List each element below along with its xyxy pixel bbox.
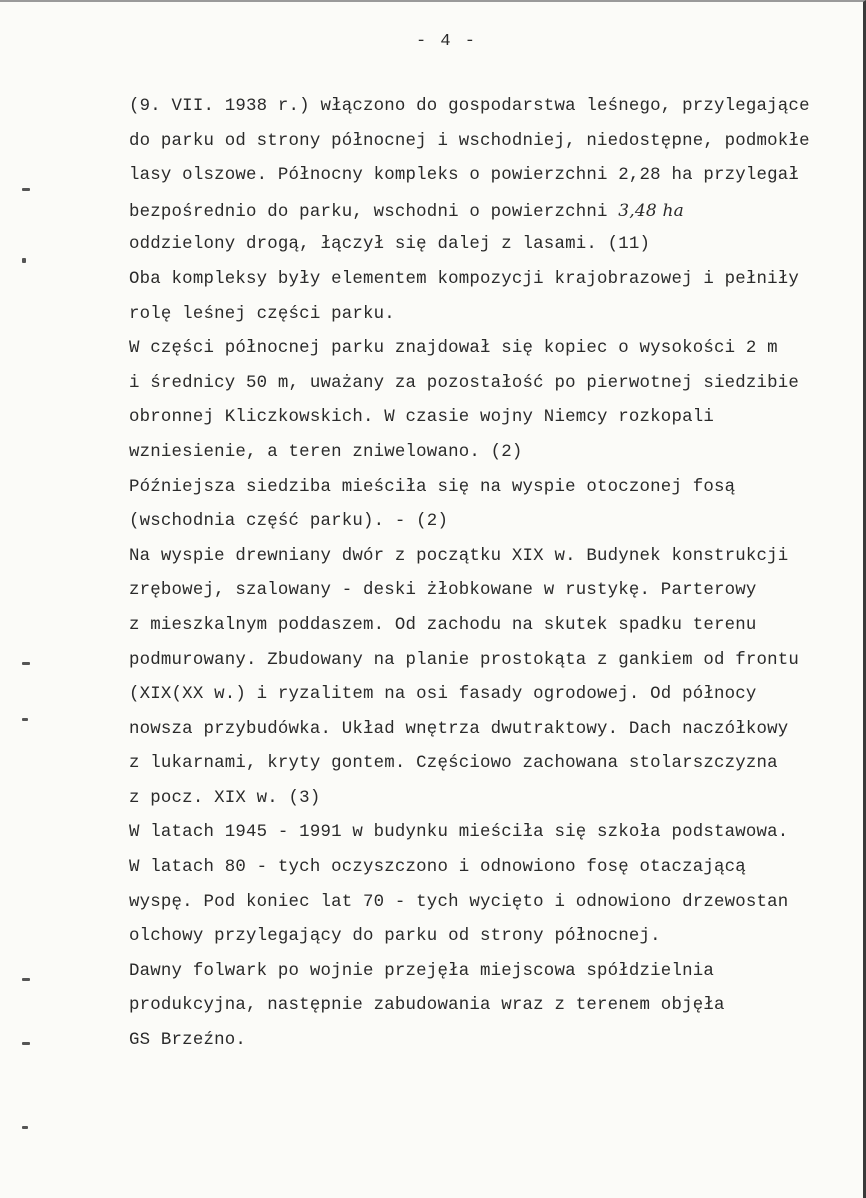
text-line-26: Dawny folwark po wojnie przejęła miejscowa spółdzielnia: [129, 961, 714, 981]
text-line-8: W części północnej parku znajdował się kopiec o wysokości 2 m: [129, 339, 778, 359]
text-line-25: olchowy przylegający do parku od strony północnej.: [129, 927, 661, 947]
text-line-11: wzniesienie, a teren zniwelowano. (2): [129, 442, 523, 462]
text-line-4: [129, 194, 819, 229]
text-line-27: produkcyjna, następnie zabudowania wraz z terenem objęła: [129, 996, 725, 1016]
text-line-5: oddzielony drogą, łączył się dalej z lasami. (11): [129, 235, 651, 255]
text-line-1: (9. VII. 1938 r.) włączono do gospodarstwa leśnego, przylegające: [129, 97, 810, 116]
text-line-23: W latach 80 - tych oczyszczono i odnowiono fosę otaczającą: [129, 858, 746, 878]
text-line-6: Oba kompleksy były elementem kompozycji krajobrazowej i pełniły: [129, 269, 800, 289]
text-line-22: W latach 1945 - 1991 w budynku mieściła się szkoła podstawowa.: [129, 823, 789, 843]
margin-mark: [22, 188, 30, 191]
text-line-18: (XIX(XX w.) i ryzalitem na osi fasady ogrodowej. Od północy: [129, 685, 757, 705]
text-line-3: lasy olszowe. Północny kompleks o powierzchni 2,28 ha przylegał: [129, 166, 800, 186]
text-line-24: wyspę. Pod koniec lat 70 - tych wycięto i odnowiono drzewostan: [129, 892, 789, 912]
text-line-20: z lukarnami, kryty gontem. Częściowo zachowana stolarszczyzna: [129, 754, 778, 774]
margin-mark: [22, 1042, 30, 1045]
body-text: [129, 90, 819, 1059]
text-line-14: Na wyspie drewniany dwór z początku XIX w. Budynek konstrukcji: [129, 546, 789, 566]
page-number: - 4 -: [415, 32, 477, 51]
text-line-28: GS Brzeźno.: [129, 1031, 246, 1051]
text-line-15: zrębowej, szalowany - deski żłobkowane w rustykę. Parterowy: [129, 581, 757, 601]
text-line-10: obronnej Kliczkowskich. W czasie wojny Niemcy rozkopali: [129, 408, 714, 428]
margin-mark: [22, 1126, 28, 1129]
handwritten-insert: 3,48 ha: [618, 200, 685, 221]
text-line-7: rolę leśnej części parku.: [129, 304, 395, 324]
text-line-13: (wschodnia część parku). - (2): [129, 512, 449, 532]
text-line-12: Późniejsza siedziba mieściła się na wyspie otoczonej fosą: [129, 477, 736, 497]
margin-mark: [22, 258, 26, 263]
text-line-2: do parku od strony północnej i wschodniej, niedostępne, podmokłe: [129, 131, 810, 151]
margin-mark: [22, 718, 28, 721]
text-line-19: nowsza przybudówka. Układ wnętrza dwutraktowy. Dach naczółkowy: [129, 719, 789, 739]
text-line-9: i średnicy 50 m, uważany za pozostałość po pierwotnej siedzibie: [129, 373, 800, 393]
text-line-16: z mieszkalnym poddaszem. Od zachodu na skutek spadku terenu: [129, 615, 757, 635]
text-line-4-typed: bezpośrednio do parku, wschodni o powierzchni: [129, 202, 619, 222]
margin-mark: [22, 662, 30, 665]
text-line-21: z pocz. XIX w. (3): [129, 788, 321, 808]
margin-mark: [22, 978, 30, 981]
text-line-17: podmurowany. Zbudowany na planie prostokąta z gankiem od frontu: [129, 650, 800, 670]
